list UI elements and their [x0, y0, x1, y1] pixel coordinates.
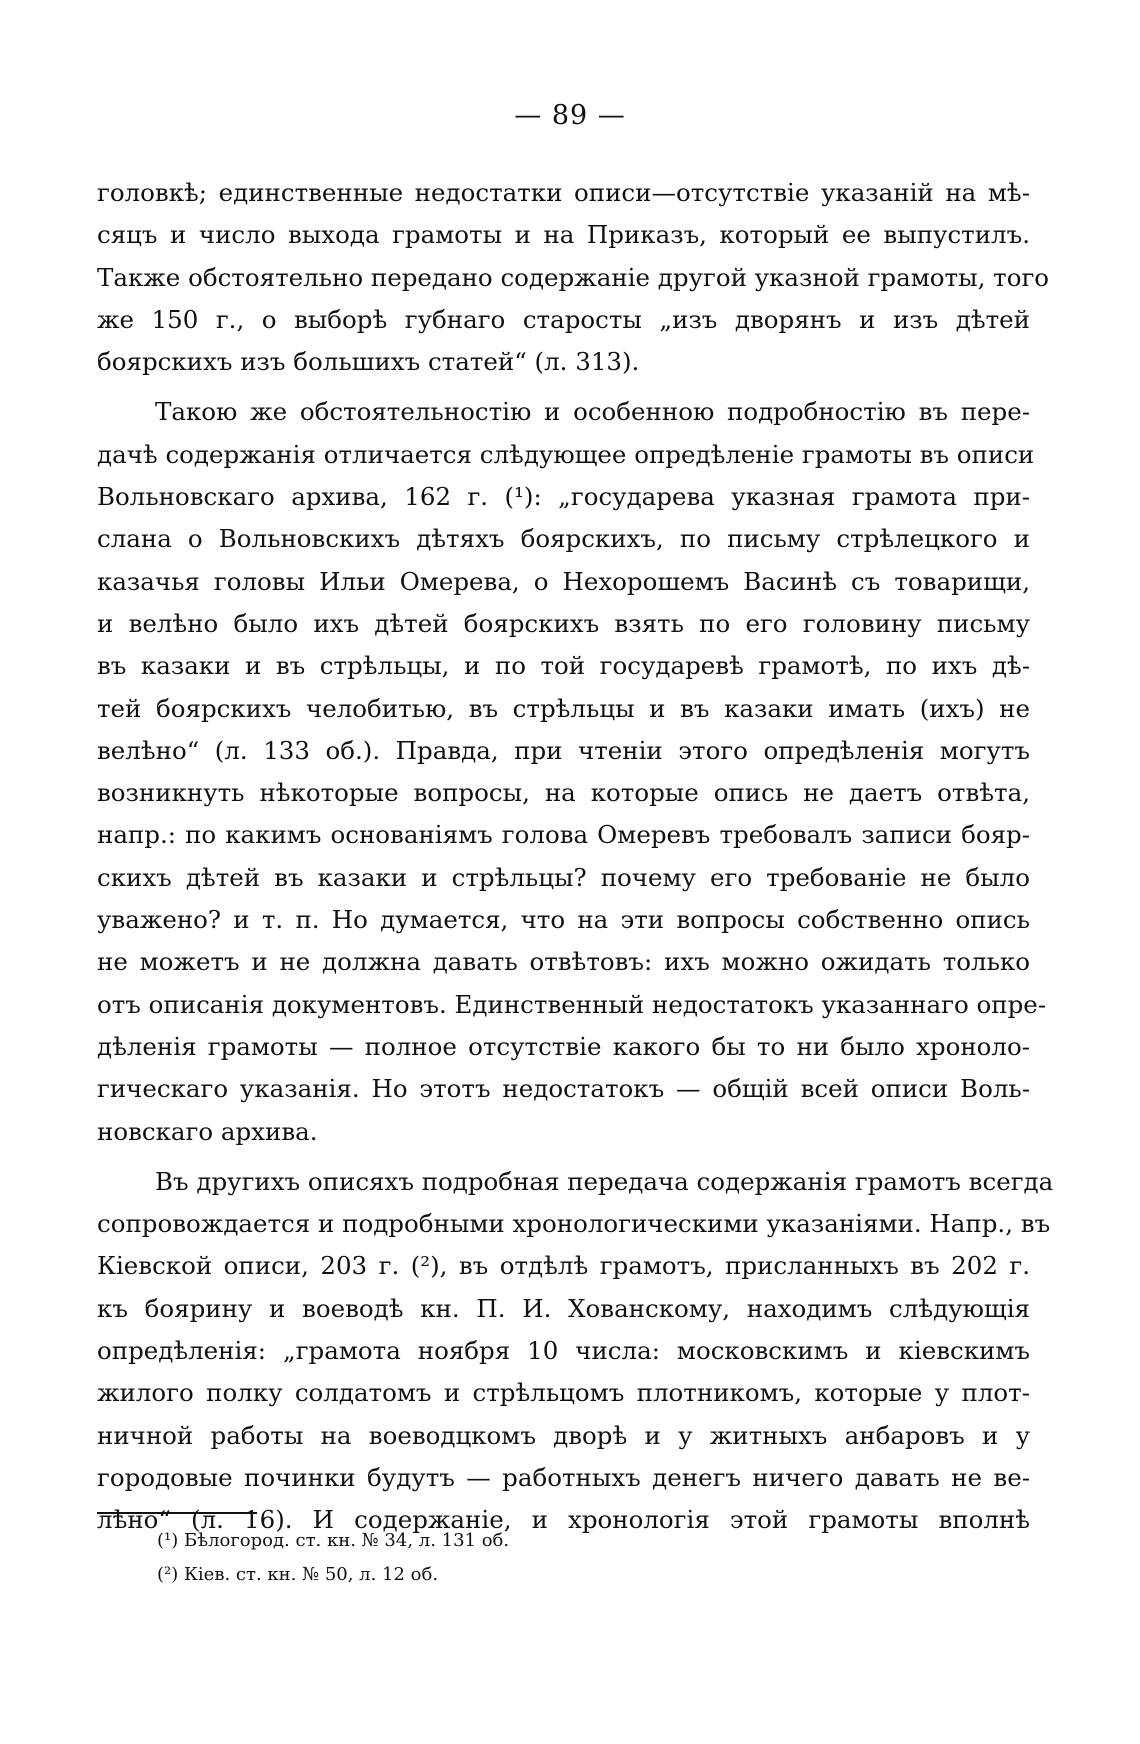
body-text — [97, 172, 1054, 1542]
text-line: головкѣ; единственные недостатки описи—отсутствіе указаній на мѣ- — [97, 178, 1030, 207]
text-line: жилого полку солдатомъ и стрѣльцомъ плотникомъ, которые у плот- — [97, 1378, 1030, 1408]
text-line: возникнуть нѣкоторые вопросы, на которые опись не даетъ отвѣта, — [97, 778, 1030, 808]
footnotes — [157, 1524, 509, 1592]
text-line: отъ описанія документовъ. Единственный недостатокъ указаннаго опре- — [97, 989, 1047, 1019]
text-line: дѣленія грамоты — полное отсутствіе какого бы то ни было хроноло- — [97, 1031, 1030, 1061]
text-line: казачья головы Ильи Омерева, о Нехорошемъ Васинѣ съ товарищи, — [97, 566, 1030, 596]
text-line: лѣно“ (л. 16). И содержаніе, и хронологія этой грамоты вполнѣ — [97, 1505, 1030, 1535]
text-line: не можетъ и не должна давать отвѣтовъ: ихъ можно ожидать только — [97, 947, 1030, 977]
text-line: Также обстоятельно передано содержаніе другой указной грамоты, того — [97, 262, 1050, 292]
text-line: новскаго архива. — [97, 1116, 318, 1146]
footnote-divider — [97, 1512, 257, 1514]
footnote-2: (²) Кіев. ст. кн. № 50, л. 12 об. — [157, 1564, 439, 1585]
text-line: и велѣно было ихъ дѣтей боярскихъ взять по его головину письму — [97, 608, 1030, 638]
text-line: скихъ дѣтей въ казаки и стрѣльцы? почему его требованіе не было — [97, 862, 1030, 892]
text-line: тей боярскихъ челобитью, въ стрѣльцы и въ казаки имать (ихъ) не — [97, 693, 1030, 723]
footnote-1: (¹) Бѣлогород. ст. кн. № 34, л. 131 об. — [157, 1530, 510, 1551]
text-line: Кіевской описи, 203 г. (²), въ отдѣлѣ грамотъ, присланныхъ въ 202 г. — [97, 1251, 1030, 1281]
text-line: слана о Вольновскихъ дѣтяхъ боярскихъ, по письму стрѣлецкого и — [97, 524, 1030, 554]
text-line: боярскихъ изъ большихъ статей“ (л. 313). — [97, 347, 640, 377]
text-line: Вольновскаго архива, 162 г. (¹): „государева указная грамота при- — [97, 482, 1030, 512]
text-line: опредѣленія: „грамота ноября 10 числа: московскимъ и кіевскимъ — [97, 1336, 1030, 1366]
text-line: городовые починки будутъ — работныхъ денегъ ничего давать не ве- — [97, 1462, 1030, 1492]
text-line: Такою же обстоятельностію и особенною подробностію въ пере- — [155, 397, 1030, 427]
text-line: въ казаки и въ стрѣльцы, и по той государевѣ грамотѣ, по ихъ дѣ- — [97, 651, 1030, 681]
text-line: дачѣ содержанія отличается слѣдующее опредѣленіе грамоты въ описи — [97, 439, 1035, 469]
text-line: сопровождается и подробными хронологическими указаніями. Напр., въ — [97, 1209, 1051, 1239]
text-line: ничной работы на воеводцкомъ дворѣ и у житныхъ анбаровъ и у — [97, 1420, 1030, 1450]
text-line: сяцъ и число выхода грамоты и на Приказъ, который ее выпустилъ. — [97, 220, 1030, 250]
paragraph-1 — [97, 172, 1050, 383]
paragraph-3 — [97, 1161, 1054, 1542]
text-line: Въ другихъ описяхъ подробная передача содержанія грамотъ всегда — [155, 1166, 1054, 1196]
text-line: же 150 г., о выборѣ губнаго старосты „изъ дворянъ и изъ дѣтей — [97, 304, 1030, 334]
text-line: уважено? и т. п. Но думается, что на эти вопросы собственно опись — [97, 905, 1030, 935]
text-line: къ боярину и воеводѣ кн. П. И. Хованскому, находимъ слѣдующія — [97, 1293, 1030, 1323]
paragraph-2 — [97, 391, 1047, 1152]
text-line: напр.: по какимъ основаніямъ голова Омеревъ требовалъ записи бояр- — [97, 820, 1030, 850]
text-line: гическаго указанія. Но этотъ недостатокъ — общій всей описи Воль- — [97, 1074, 1030, 1104]
text-line: велѣно“ (л. 133 об.). Правда, при чтеніи этого опредѣленія могутъ — [97, 735, 1030, 765]
page-number: — 89 — — [514, 100, 626, 131]
